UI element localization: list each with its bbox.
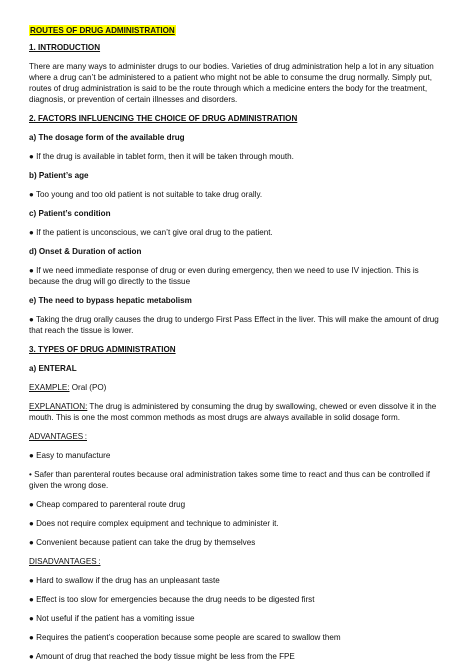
section-2-heading: 2. FACTORS INFLUENCING THE CHOICE OF DRUG ADMINISTRATION bbox=[29, 114, 298, 123]
disadvantage-item: ● Amount of drug that reached the body tissue might be less from the FPE bbox=[29, 652, 295, 661]
factor-e-heading: e) The need to bypass hepatic metabolism bbox=[29, 296, 192, 305]
factor-d-heading: d) Onset & Duration of action bbox=[29, 247, 142, 256]
factor-c-bullet: ● If the patient is unconscious, we can’t give oral drug to the patient. bbox=[29, 228, 273, 237]
factor-b-bullet: ● Too young and too old patient is not suitable to take drug orally. bbox=[29, 190, 263, 199]
factor-a-heading: a) The dosage form of the available drug bbox=[29, 133, 185, 142]
explanation-label: EXPLANATION: bbox=[29, 402, 88, 411]
section-1-heading: 1. INTRODUCTION bbox=[29, 43, 101, 52]
title-line bbox=[29, 25, 446, 42]
advantage-item: ● Convenient because patient can take the drug by themselves bbox=[29, 538, 256, 547]
factor-d-bullet: ● If we need immediate response of drug or even during emergency, then we need to use IV injection. This is because the drug will go directly to the tissue bbox=[29, 266, 419, 286]
explanation-text: The drug is administered by consuming the drug by swallowing, chewed or even dissolve it in the mouth. This is one the most common methods as most drugs are always available in solid dosage form. bbox=[29, 402, 437, 422]
disadvantage-item: ● Not useful if the patient has a vomiting issue bbox=[29, 614, 195, 623]
disadvantage-item: ● Effect is too slow for emergencies because the drug needs to be digested first bbox=[29, 595, 315, 604]
advantage-item: ● Cheap compared to parenteral route drug bbox=[29, 500, 186, 509]
advantage-item: ● Easy to manufacture bbox=[29, 451, 111, 460]
advantage-item: ● Does not require complex equipment and technique to administer it. bbox=[29, 519, 279, 528]
factor-a-bullet: ● If the drug is available in tablet form, then it will be taken through mouth. bbox=[29, 152, 294, 161]
introduction-paragraph: There are many ways to administer drugs to our bodies. Varieties of drug administration help a lot in any situation where a drug can’t be administered to a patient who might not be able to consume the drug normally. Simply put, routes of drug administration is said to be the route through which a medicine enters the body for the treatment, diagnosis, or prevention of certain illnesses and disorders. bbox=[29, 62, 434, 104]
advantage-item: • Safer than parenteral routes because oral administration takes some time to react and thus can be controlled if given the wrong dose. bbox=[29, 470, 430, 490]
factor-c-heading: c) Patient’s condition bbox=[29, 209, 111, 218]
example-label: EXAMPLE: bbox=[29, 383, 70, 392]
factor-e-bullet: ● Taking the drug orally causes the drug to undergo First Pass Effect in the liver. This will make the amount of drug that reach the tissue is lower. bbox=[29, 315, 439, 335]
example-value: Oral (PO) bbox=[69, 383, 107, 392]
document-title: ROUTES OF DRUG ADMINISTRATION bbox=[30, 26, 175, 35]
disadvantage-item: ● Hard to swallow if the drug has an unpleasant taste bbox=[29, 576, 220, 585]
example-line bbox=[29, 382, 446, 393]
enteral-heading: a) ENTERAL bbox=[29, 364, 77, 373]
advantages-label: ADVANTAGES : bbox=[29, 432, 87, 441]
disadvantages-label: DISADVANTAGES : bbox=[29, 557, 101, 566]
disadvantage-item: ● Requires the patient’s cooperation because some people are scared to swallow them bbox=[29, 633, 341, 642]
explanation-paragraph bbox=[29, 401, 446, 423]
section-3-heading: 3. TYPES OF DRUG ADMINISTRATION bbox=[29, 345, 176, 354]
factor-b-heading: b) Patient’s age bbox=[29, 171, 89, 180]
